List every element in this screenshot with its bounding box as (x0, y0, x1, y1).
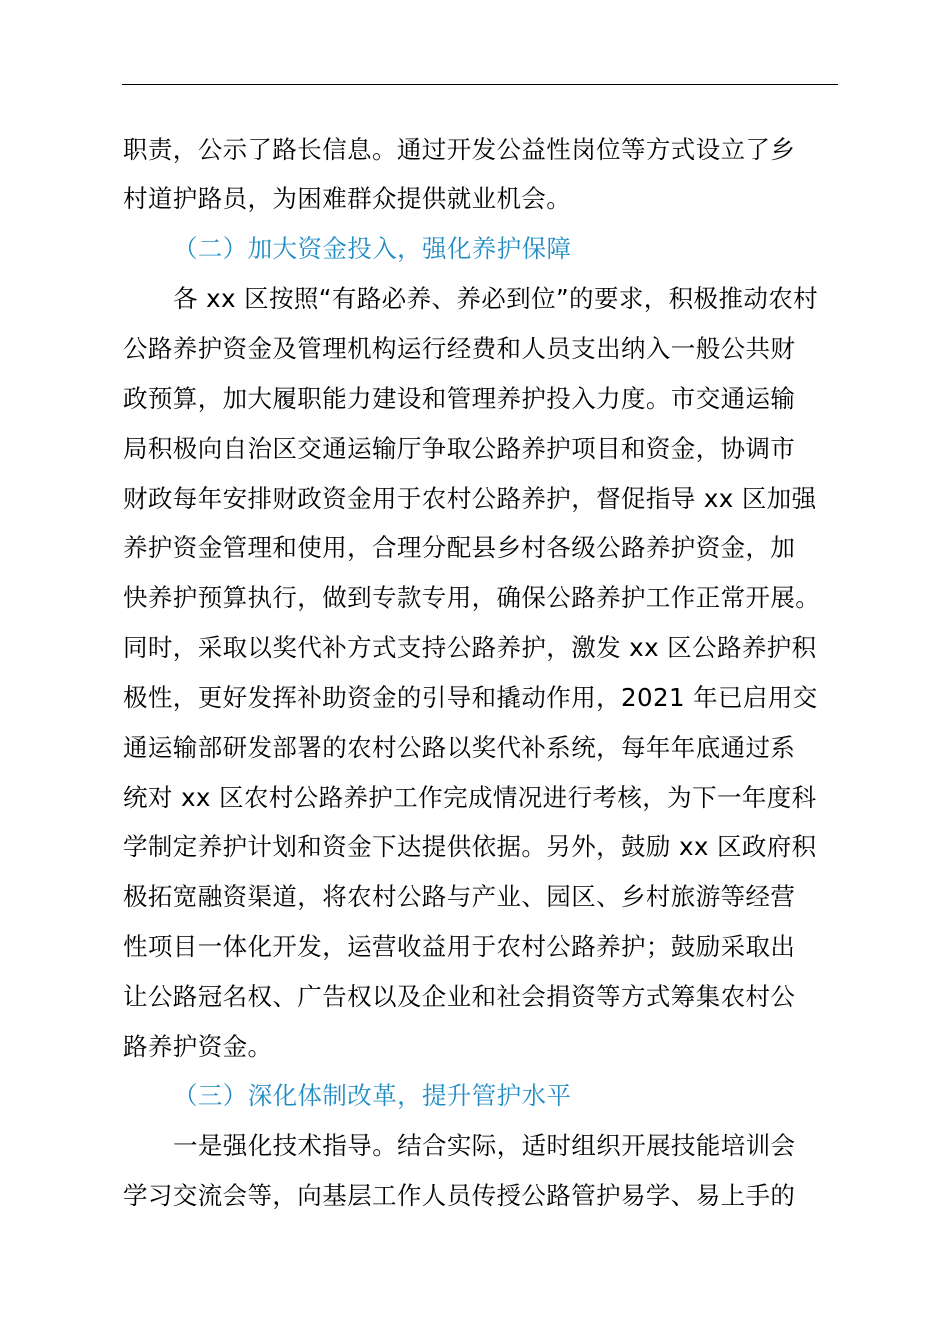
text-line: 职责，公示了路长信息。通过开发公益性岗位等方式设立了乡 (123, 135, 796, 164)
section-heading-2: （二）加大资金投入，强化养护保障 (173, 234, 572, 263)
paragraph-first-line: 一是强化技术指导。结合实际，适时组织开展技能培训会 (173, 1131, 796, 1160)
text-line: 养护资金管理和使用，合理分配县乡村各级公路养护资金，加 (123, 533, 796, 562)
text-line: 局积极向自治区交通运输厅争取公路养护项目和资金，协调市 (123, 434, 796, 463)
text-line: 快养护预算执行，做到专款专用，确保公路养护工作正常开展。 (123, 583, 821, 612)
text-line: 村道护路员，为困难群众提供就业机会。 (123, 184, 572, 213)
text-line: 统对 xx 区农村公路养护工作完成情况进行考核，为下一年度科 (123, 783, 817, 812)
text-line: 公路养护资金及管理机构运行经费和人员支出纳入一般公共财 (123, 334, 796, 363)
text-line: 极拓宽融资渠道，将农村公路与产业、园区、乡村旅游等经营 (123, 882, 796, 911)
text-line: 极性，更好发挥补助资金的引导和撬动作用，2021 年已启用交 (123, 683, 818, 712)
text-line: 路养护资金。 (123, 1032, 273, 1061)
header-rule (122, 84, 838, 85)
text-line: 同时，采取以奖代补方式支持公路养护，激发 xx 区公路养护积 (123, 633, 817, 662)
text-line: 政预算，加大履职能力建设和管理养护投入力度。市交通运输 (123, 384, 796, 413)
text-line: 性项目一体化开发，运营收益用于农村公路养护；鼓励采取出 (123, 932, 796, 961)
text-line: 学习交流会等，向基层工作人员传授公路管护易学、易上手的 (123, 1181, 796, 1210)
text-line: 学制定养护计划和资金下达提供依据。另外，鼓励 xx 区政府积 (123, 832, 817, 861)
text-line: 财政每年安排财政资金用于农村公路养护，督促指导 xx 区加强 (123, 484, 817, 513)
section-heading-3: （三）深化体制改革，提升管护水平 (173, 1081, 572, 1110)
text-line: 通运输部研发部署的农村公路以奖代补系统，每年年底通过系 (123, 733, 796, 762)
text-line: 让公路冠名权、广告权以及企业和社会捐资等方式筹集农村公 (123, 982, 796, 1011)
paragraph-first-line: 各 xx 区按照“有路必养、养必到位”的要求，积极推动农村 (173, 284, 819, 313)
